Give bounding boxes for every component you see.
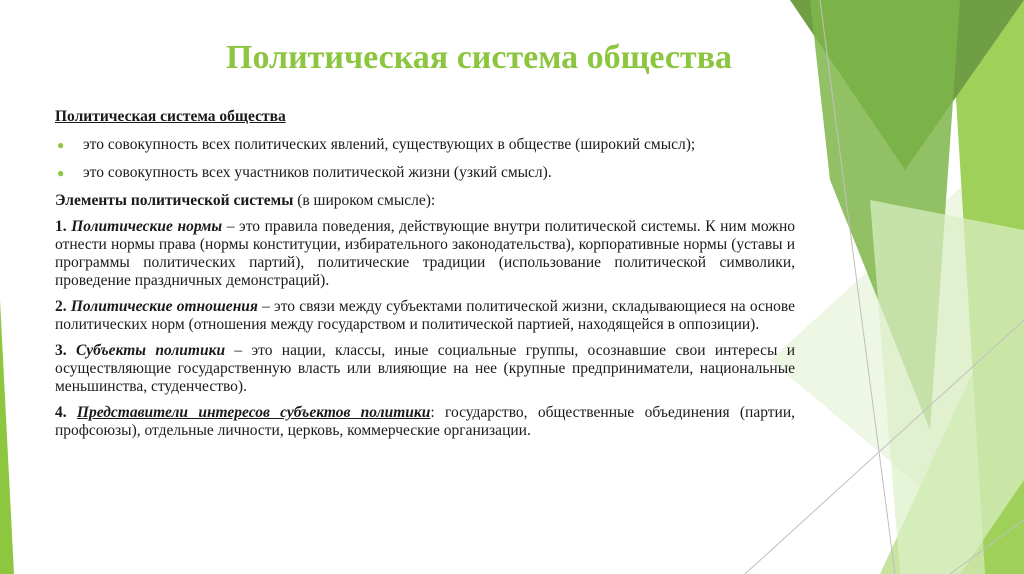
item-text: – это связи между субъектами политической жизни, складывающиеся на основе политических норм (отношения между государством и политической партией, находящейся в оппозиции). xyxy=(55,298,795,333)
item-term: Политические нормы xyxy=(71,218,223,235)
item-number: 2. xyxy=(55,298,67,315)
list-item xyxy=(55,136,795,154)
definition-list xyxy=(55,136,795,182)
elements-heading-bold: Элементы политической системы xyxy=(55,192,294,209)
subheading: Политическая система общества xyxy=(55,108,286,125)
elements-heading xyxy=(55,192,795,210)
elements-heading-rest: (в широком смысле): xyxy=(293,192,436,209)
item-text: – это правила поведения, действующие внутри политической системы. К ним можно отнести нормы права (нормы конституции, избирательного законодательства), корпоративные нормы (уставы и программы политических партий), политические традиции (использование политической символики, проведение праздничных демонстраций). xyxy=(55,218,795,289)
item-term: Субъекты политики xyxy=(75,342,226,359)
item-number: 3. xyxy=(55,342,67,359)
item-text: – это нации, классы, иные социальные группы, осознавшие свои интересы и осуществляющие государственную власть или влияющие на нее (крупные предприниматели, национальные меньшинства, студенчество). xyxy=(55,342,796,395)
bullet-dot-icon: ● xyxy=(57,138,65,152)
item-term: Представители интересов субъектов политики xyxy=(76,404,431,421)
bullet-text: это совокупность всех политических явлений, существующих в обществе (широкий смысл); xyxy=(83,136,696,153)
bullet-dot-icon: ● xyxy=(57,166,65,180)
element-item-3 xyxy=(55,342,795,396)
element-item-4 xyxy=(55,404,795,440)
element-item-2 xyxy=(55,298,795,334)
item-number: 1. xyxy=(55,218,67,235)
left-edge-stripe xyxy=(0,300,14,574)
item-text: : государство, общественные объединения (партии, профсоюзы), отдельные личности, церковь, коммерческие организации. xyxy=(55,404,795,439)
page-title: Политическая система общества xyxy=(226,39,733,76)
item-term: Политические отношения xyxy=(70,298,258,315)
item-number: 4. xyxy=(55,404,67,421)
list-item xyxy=(55,164,795,182)
bullet-text: это совокупность всех участников политической жизни (узкий смысл). xyxy=(83,164,552,181)
content-body xyxy=(55,108,795,448)
element-item-1 xyxy=(55,218,795,290)
